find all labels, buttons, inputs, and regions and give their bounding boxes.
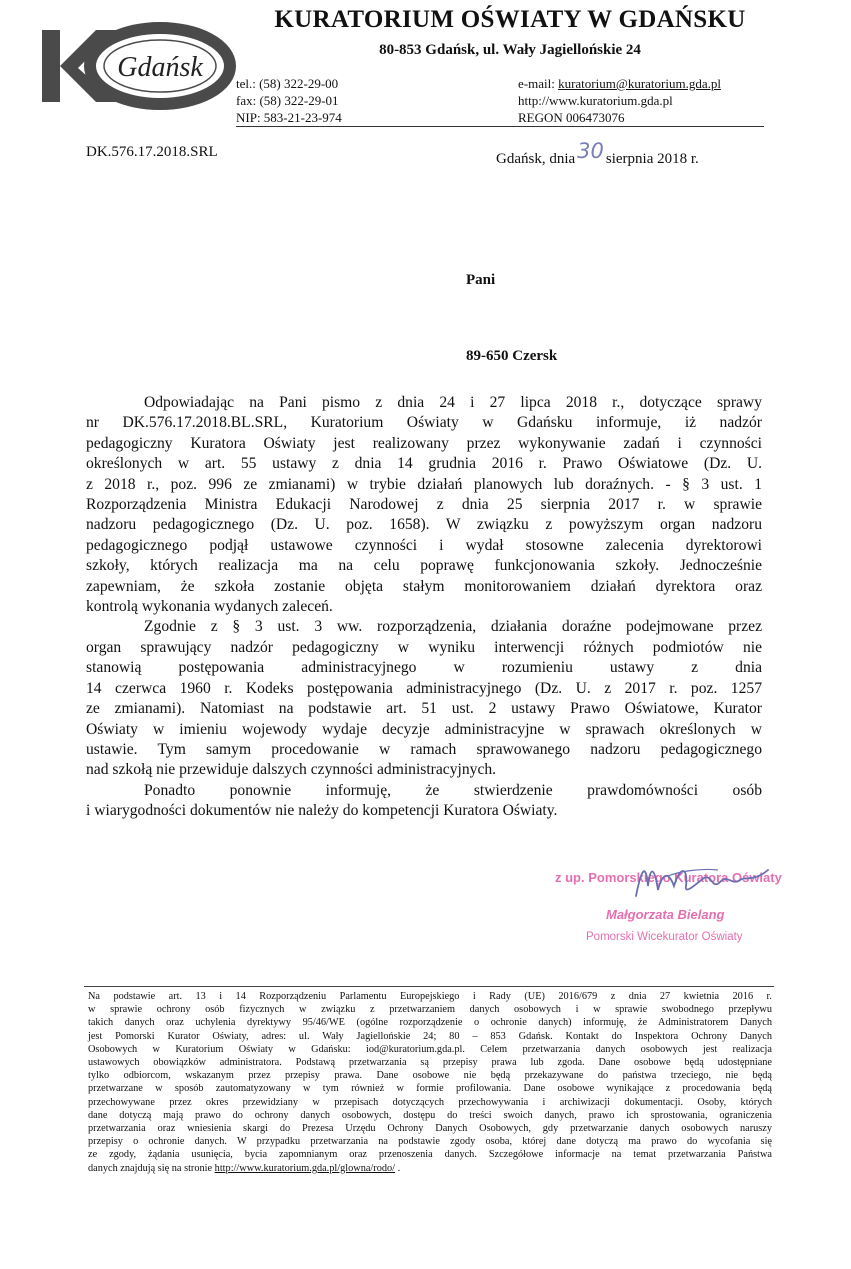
- kuratorium-logo: [38, 16, 238, 116]
- body-line: zapewniam, że szkoła zostanie objęta stałym monitorowaniem działań dyrektora oraz: [86, 577, 762, 595]
- body-line: ze zmianami). Natomiast na podstawie art. 51 ust. 2 ustawy Prawo Oświatowe, Kurator: [86, 700, 762, 718]
- gdpr-clause: [88, 990, 772, 1175]
- handwritten-day: 30: [577, 139, 604, 163]
- reference-number: DK.576.17.2018.SRL: [86, 144, 218, 160]
- footer-line: przetwarzania oraz wniesienia skargi do Prezesa Urzędu Ochrony Danych Osobowych, gdy przetwarzanie danych osobowych naruszy: [88, 1123, 772, 1135]
- footer-line: jest Pomorski Kurator Oświaty, adres: ul. Wały Jagiellońskie 24; 80 – 853 Gdańsk. Kontakt do Inspektora Ochrony Danych: [88, 1030, 772, 1042]
- footer-link-prefix: danych znajdują się na stronie: [88, 1162, 215, 1174]
- body-line: nadzoru pedagogicznego (Dz. U. poz. 1658). W związku z powyższym organ nadzoru: [86, 516, 762, 534]
- header-divider: [236, 126, 764, 127]
- body-line: nr DK.576.17.2018.BL.SRL, Kuratorium Oświaty w Gdańsku informuje, iż nadzór: [86, 414, 762, 432]
- footer-line: takich danych oraz uchylenia dyrektywy 95/46/WE (ogólne rozporządzenie o ochronie danych) informuję, że Administratorem Danych: [88, 1017, 772, 1029]
- body-line: Oświaty w imieniu wojewody wydaje decyzje administracyjne w sprawach określonych w: [86, 720, 762, 738]
- phone-number: tel.: (58) 322-29-00: [236, 76, 339, 91]
- footer-line: tylko odbiorcom, wskazanym przez przepisy prawa. Dane osobowe nie będą przekazywane do państwa trzeciego, nie będą: [88, 1070, 772, 1082]
- organization-address: 80-853 Gdańsk, ul. Wały Jagiellońskie 24: [379, 42, 641, 58]
- body-line: 14 czerwca 1960 r. Kodeks postępowania administracyjnego (Dz. U. z 2017 r. poz. 1257: [86, 679, 762, 697]
- handwritten-signature: [628, 856, 778, 908]
- footer-line: Na podstawie art. 13 i 14 Rozporządzeniu Parlamentu Europejskiego i Rady (UE) 2016/679 z dnia 27 kwietnia 2016 r.: [88, 991, 772, 1002]
- footer-line: przetwarzane w sposób zautomatyzowany w tym również w formie profilowania. Dane osobowe wynikające z procedowania będą: [88, 1083, 772, 1095]
- body-line: Odpowiadając na Pani pismo z dnia 24 i 27 lipca 2018 r., dotyczące sprawy: [144, 394, 762, 411]
- body-line: ustawie. Tym samym procedowanie w ramach sprawowanego nadzoru pedagogicznego: [86, 740, 762, 758]
- signatory-role: Pomorski Wicekurator Oświaty: [586, 931, 743, 943]
- body-line: Rozporządzenia Ministra Edukacji Narodowej z dnia 25 sierpnia 2017 r. w sprawie: [86, 496, 762, 514]
- footer-divider: [84, 986, 774, 987]
- rodo-link[interactable]: http://www.kuratorium.gda.pl/glowna/rodo/: [214, 1162, 396, 1174]
- body-line: szkoły, których realizacja ma na celu poprawę funkcjonowania szkoły. Jednocześnie: [86, 557, 762, 575]
- body-line: pedagogicznego podjął ustawowe czynności i wydał stosowne zalecenia dyrektorowi: [86, 536, 762, 554]
- date-prefix: Gdańsk, dnia: [496, 151, 576, 167]
- body-line: stanowią postępowania administracyjnego w rozumieniu ustawy z dnia: [86, 659, 762, 677]
- regon-number: REGON 006473076: [518, 110, 625, 125]
- organization-name: KURATORIUM OŚWIATY W GDAŃSKU: [274, 6, 746, 33]
- footer-line: przechowywane przez okres przewidziany w przepisach dotyczących przechowywania i archiwizacji dokumentacji. Osoby, których: [88, 1096, 772, 1108]
- footer-line: ze zgody, żądania usunięcia, bycia zapomnianym oraz przenoszenia danych. Szczegółowe informacje na temat przetwarzania Państwa: [88, 1149, 772, 1161]
- body-line: nad szkołą nie przewiduje dalszych czynności administracyjnych.: [86, 761, 497, 779]
- nip-number: NIP: 583-21-23-974: [236, 110, 342, 125]
- letter-body: [86, 393, 762, 822]
- fax-number: fax: (58) 322-29-01: [236, 93, 339, 108]
- body-line: kontrolą wykonania wydanych zaleceń.: [86, 598, 333, 616]
- footer-line: przepisy o ochronie danych. W przypadku przetwarzania na podstawie zgody osoba, której dane dotyczą ma prawo do wycofania się: [88, 1136, 772, 1148]
- footer-line: dane dotyczą mają prawo do ochrony danych osobowych, dostępu do treści swoich danych, prawo ich sprostowania, ograniczenia: [88, 1109, 772, 1121]
- signatory-name: Małgorzata Bielang: [606, 907, 725, 922]
- body-line: organ sprawujący nadzór pedagogiczny w wyniku interwencji różnych podmiotów nie: [86, 638, 762, 656]
- email-line: [518, 75, 721, 92]
- footer-line: ustawowych obowiązków administratora. Podstawą przetwarzania są przepisy prawa lub zgoda. Dane osobowe będą udostępniane: [88, 1057, 772, 1069]
- date-suffix: sierpnia 2018 r.: [605, 151, 699, 167]
- date-line: [496, 139, 699, 168]
- body-line: Zgodnie z § 3 ust. 3 ww. rozporządzenia, działania doraźne podejmowane przez: [144, 618, 762, 636]
- email-label: e-mail:: [518, 76, 559, 91]
- website-link[interactable]: http://www.kuratorium.gda.pl: [518, 93, 673, 108]
- recipient-city: 89-650 Czersk: [466, 348, 558, 364]
- logo-text: Gdańsk: [117, 52, 203, 83]
- body-line: pedagogiczny Kuratora Oświaty jest realizowany przez wykonywanie zadań i czynności: [86, 434, 762, 452]
- contact-left: [236, 75, 342, 126]
- stamp-authorization: z up. Pomorskiego Kuratora Oświaty: [555, 870, 782, 885]
- email-link[interactable]: kuratorium@kuratorium.gda.pl: [558, 76, 721, 91]
- body-line: określonych w art. 55 ustawy z dnia 14 grudnia 2016 r. Prawo Oświatowe (Dz. U.: [86, 455, 762, 473]
- footer-line: Osobowych w Kuratorium Oświaty w Gdańsku: iod@kuratorium.gda.pl. Celem przetwarzania danych osobowych jest realizacja: [88, 1043, 772, 1055]
- body-line: z 2018 r., poz. 996 ze zmianami) w trybie działań planowych lub doraźnych. - § 3 ust. 1: [86, 475, 762, 493]
- footer-line-last: [88, 1162, 772, 1175]
- body-line: Ponadto ponownie informuję, że stwierdzenie prawdomówności osób: [144, 781, 762, 799]
- recipient-salutation: Pani: [466, 272, 496, 288]
- body-line: i wiarygodności dokumentów nie należy do kompetencji Kuratora Oświaty.: [86, 802, 558, 820]
- contact-right: [518, 75, 721, 126]
- footer-line: w sprawie ochrony osób fizycznych w związku z przetwarzaniem danych osobowych i w sprawie swobodnego przepływu: [88, 1004, 772, 1016]
- footer-link-suffix: .: [395, 1162, 401, 1174]
